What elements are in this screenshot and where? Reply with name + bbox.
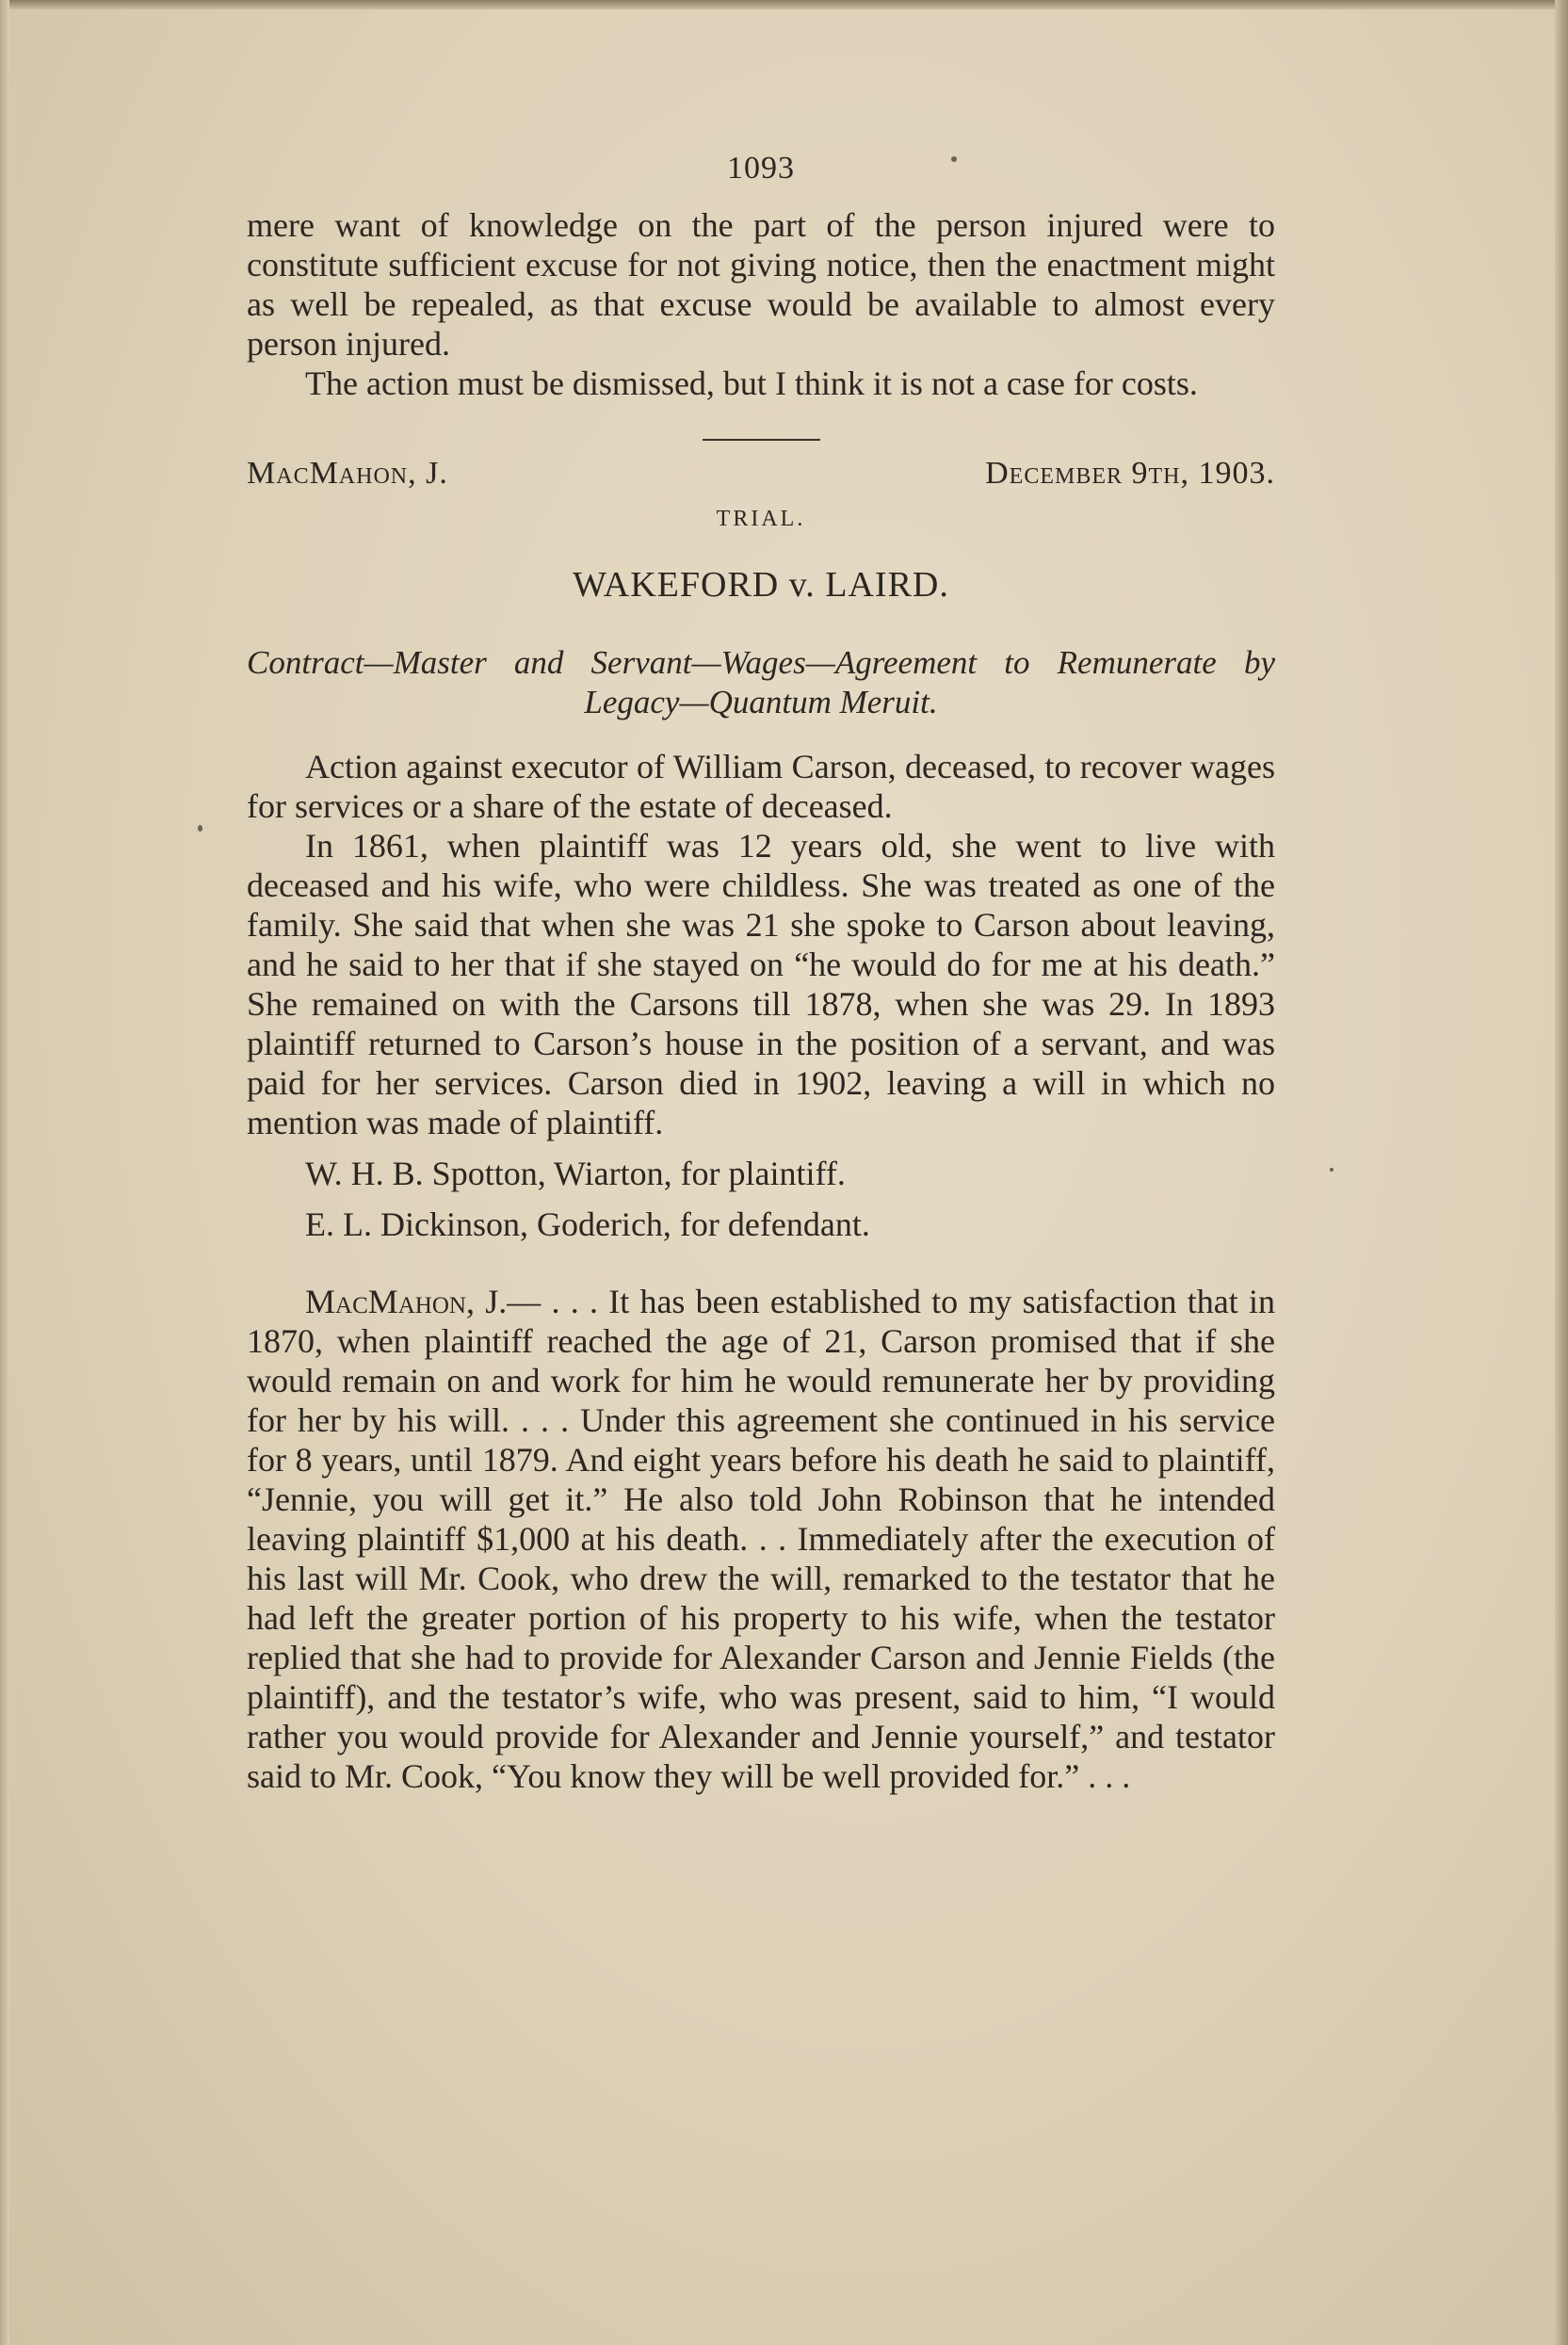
opinion-paragraph: [247, 1282, 1275, 1796]
conclusion-paragraph: The action must be dismissed, but I think it is not a case for costs.: [305, 364, 1198, 402]
counsel-defendant: E. L. Dickinson, Goderich, for defendant.: [305, 1205, 870, 1243]
page-content: [247, 151, 1275, 1796]
opinion-text: . . . It has been established to my satisfaction that in 1870, when plaintiff reached the age of 21, Carson promised that if she would remain on and work for him he would remunerate her by providing for her by his will. . . . Under this agreement she continued in his service for 8 years, until 1879. And eight years before his death he said to plaintiff, “Jennie, you will get it.” He also told John Robinson that he intended leaving plaintiff $1,000 at his death. . . Immediately after the execution of his last will Mr. Cook, who drew the will, remarked to the testator that he had left the greater portion of his property to his wife, when the testator replied that she had to provide for Alexander Carson and Jennie Fields (the plaintiff), and the testator’s wife, who was present, said to him, “I would rather you would provide for Alexander and Jennie yourself,” and testator said to Mr. Cook, “You know they will be well provided for.” . . .: [247, 1283, 1275, 1795]
print-speck: [1330, 1168, 1334, 1172]
decision-date: December 9th, 1903.: [985, 456, 1275, 491]
print-speck: [198, 825, 202, 832]
headnote: Contract—Master and Servant—Wages—Agreement to Remunerate by Legacy—Quantum Meruit.: [247, 644, 1275, 720]
continuation-paragraph: mere want of knowledge on the part of the person injured were to constitute sufficient excuse for not giving notice, then the enactment might as well be repealed, as that excuse would be available to almost every person injured.: [247, 206, 1275, 363]
judge-name: MacMahon, J.: [247, 456, 448, 491]
page-number: 1093: [727, 151, 795, 186]
page-top-edge: [0, 0, 1568, 9]
summary-paragraph: Action against executor of William Carson, deceased, to recover wages for services or a share of the estate of deceased.: [247, 748, 1275, 825]
counsel-plaintiff: W. H. B. Spotton, Wiarton, for plaintiff.: [305, 1155, 846, 1192]
proceeding-type: TRIAL.: [716, 507, 806, 531]
section-divider: [703, 439, 820, 441]
page-right-edge: [1555, 0, 1568, 2345]
opinion-judge: MacMahon, J.—: [305, 1283, 542, 1320]
summary-paragraph: In 1861, when plaintiff was 12 years old, she went to live with deceased and his wife, who were childless. She was treated as one of the family. She said that when she was 21 she spoke to Carson about leaving, and he said to her that if she stayed on “he would do for me at his death.” She remained on with the Carsons till 1878, when she was 29. In 1893 plaintiff returned to Carson’s house in the position of a servant, and was paid for her services. Carson died in 1902, leaving a will in which no mention was made of plaintiff.: [247, 827, 1275, 1141]
page-left-edge: [0, 0, 9, 2345]
case-header-line: [247, 454, 1275, 493]
case-title: WAKEFORD v. LAIRD.: [573, 565, 949, 605]
